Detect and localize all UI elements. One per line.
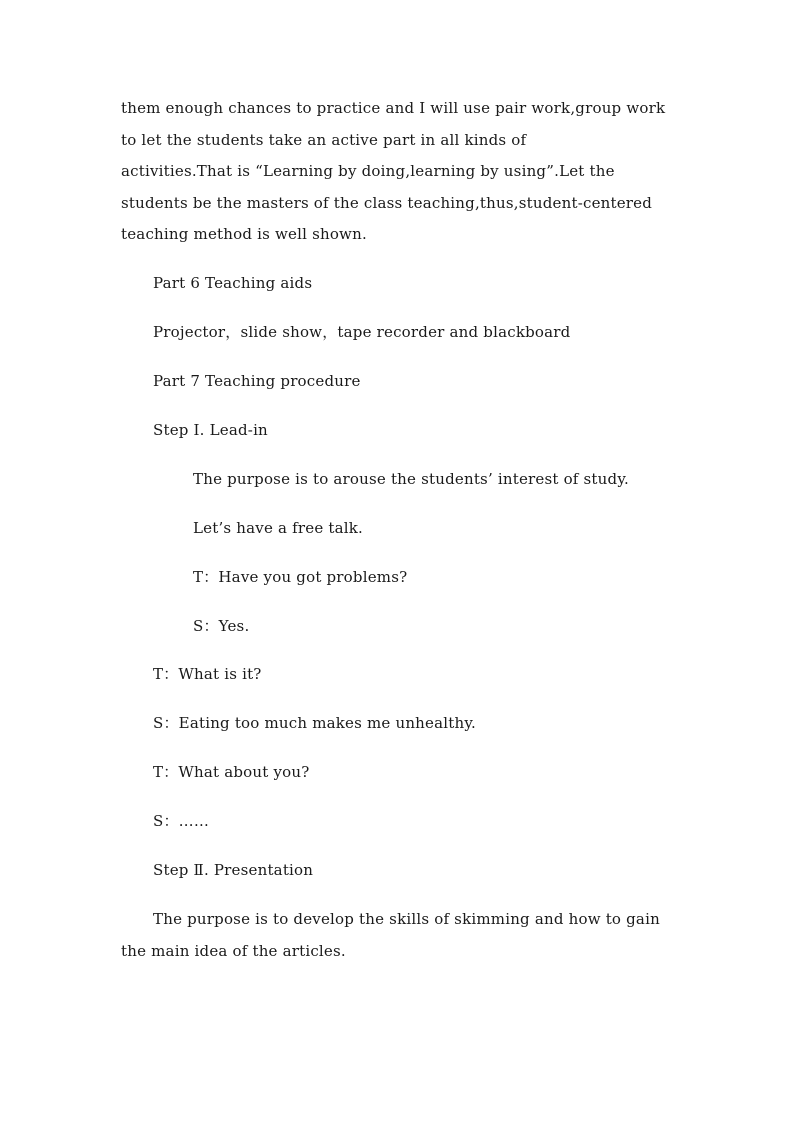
step2-heading: Step Ⅱ. Presentation [153, 861, 314, 879]
paragraph-line: teaching method is well shown. [121, 225, 367, 243]
paragraph-line: them enough chances to practice and I will use pair work,group work [121, 99, 666, 117]
step1-purpose: The purpose is to arouse the students’ interest of study. [193, 470, 629, 488]
paragraph-line: to let the students take an active part in all kinds of [121, 131, 527, 149]
part6-content: Projector，slide show，tape recorder and blackboard [153, 323, 571, 341]
step2-purpose-line: The purpose is to develop the skills of skimming and how to gain [153, 910, 660, 928]
dialogue-line: T：What about you? [153, 763, 310, 781]
part6-heading: Part 6 Teaching aids [153, 274, 313, 292]
paragraph-line: activities.That is “Learning by doing,learning by using”.Let the [121, 162, 615, 180]
dialogue-line: S：…… [153, 812, 210, 830]
paragraph-line: students be the masters of the class teaching,thus,student-centered [121, 194, 653, 212]
step1-heading: Step Ⅰ. Lead-in [153, 421, 268, 439]
step2-purpose-line: the main idea of the articles. [121, 942, 346, 960]
step1-intro: Let’s have a free talk. [193, 519, 364, 537]
dialogue-line: T：What is it? [153, 665, 262, 683]
part7-heading: Part 7 Teaching procedure [153, 372, 361, 390]
dialogue-line: S：Yes. [193, 617, 250, 635]
dialogue-line: T：Have you got problems? [193, 568, 408, 586]
dialogue-line: S：Eating too much makes me unhealthy. [153, 714, 477, 732]
